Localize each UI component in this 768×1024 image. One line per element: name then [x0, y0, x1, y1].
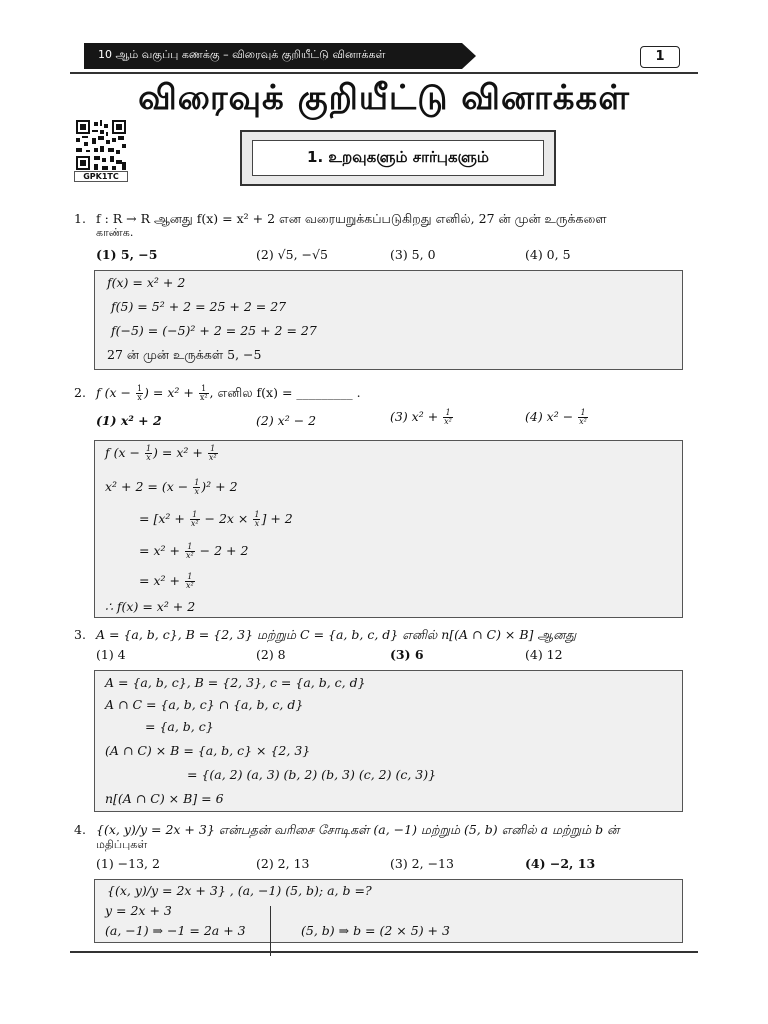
question-1-text-cont: காண்க. — [96, 226, 134, 239]
question-2: 2. f (x − $\frac{1}{x}$ ) = x² + $\frac{1}{\text{x²}}$ , எனில f(x) = _________ . — [74, 384, 361, 402]
q2-solution-line: = x² + $\frac{1}{\text{x²}}$ — [139, 572, 194, 590]
q3-option-2: (2) 8 — [256, 647, 286, 662]
question-4-text: {(x, y)/y = 2x + 3} என்பதன் வரிசை சோடிகள் (a, −1) மற்றும் (5, b) எனில் a மற்றும் b ன் — [96, 822, 620, 837]
q2-solution-box — [94, 440, 683, 618]
q4-solution-line: (a, −1) ⇒ −1 = 2a + 3 — [105, 923, 246, 938]
q4-option-4: (4) −2, 13 — [525, 856, 596, 871]
q1-solution-line: 27 ன் முன் உருக்கள் 5, −5 — [107, 347, 262, 362]
q1-solution-line: f(−5) = (−5)² + 2 = 25 + 2 = 27 — [111, 323, 317, 338]
q1-option-4: (4) 0, 5 — [525, 247, 571, 262]
question-1: 1. f : R → R ஆனது f(x) = x² + 2 என வரையறுக்கப்படுகிறது எனில், 27 ன் முன் உருக்களை — [74, 211, 607, 226]
q3-solution-line: n[(A ∩ C) × B] = 6 — [105, 791, 224, 806]
q3-solution-line: A = {a, b, c}, B = {2, 3}, c = {a, b, c, d} — [105, 675, 366, 690]
q2-option-1: (1) x² + 2 — [96, 413, 162, 428]
chapter-title: 1. உறவுகளும் சார்புகளும் — [252, 140, 544, 176]
q1-option-2: (2) √5, −√5 — [256, 247, 328, 262]
chapter-box — [240, 130, 556, 186]
q2-solution-line: x² + 2 = (x − $\frac{1}{x}$ )² + 2 — [105, 478, 238, 496]
q3-option-3: (3) 6 — [390, 647, 424, 662]
q3-option-4: (4) 12 — [525, 647, 563, 662]
q3-solution-line: A ∩ C = {a, b, c} ∩ {a, b, c, d} — [105, 697, 304, 712]
question-1-text: f : R → R ஆனது f(x) = x² + 2 என வரையறுக்கப்படுகிறது எனில், 27 ன் முன் உருக்களை — [96, 211, 607, 226]
header-banner-text: 10 ஆம் வகுப்பு கணக்கு – விரைவுக் குறியீட்டு வினாக்கள் — [98, 48, 386, 61]
column-divider — [270, 906, 271, 956]
q2-solution-line: = x² + $\frac{1}{\text{x²}}$ − 2 + 2 — [139, 542, 249, 560]
page-title: விரைவுக் குறியீட்டு வினாக்கள் — [138, 78, 630, 118]
qr-code-icon — [74, 118, 128, 172]
q2-option-4: (4) x² − $\frac{1}{\text{x²}}$ — [525, 408, 587, 426]
q3-solution-line: = {(a, 2) (a, 3) (b, 2) (b, 3) (c, 2) (c, 3)} — [187, 767, 437, 782]
header-banner — [84, 43, 476, 69]
qr-code-label: GPK1TC — [74, 171, 128, 182]
q3-solution-line: (A ∩ C) × B = {a, b, c} × {2, 3} — [105, 743, 311, 758]
q3-solution-box — [94, 670, 683, 812]
q1-solution-box — [94, 270, 683, 370]
question-4: 4. {(x, y)/y = 2x + 3} என்பதன் வரிசை சோடிகள் (a, −1) மற்றும் (5, b) எனில் a மற்றும் b ன் — [74, 822, 620, 837]
q3-solution-line: = {a, b, c} — [145, 719, 214, 734]
q3-option-1: (1) 4 — [96, 647, 126, 662]
q4-option-2: (2) 2, 13 — [256, 856, 310, 871]
q2-solution-line: f (x − $\frac{1}{x}$ ) = x² + $\frac{1}{\text{x²}}$ — [105, 444, 217, 462]
q1-option-3: (3) 5, 0 — [390, 247, 436, 262]
q4-solution-box — [94, 879, 683, 943]
q2-option-3: (3) x² + $\frac{1}{\text{x²}}$ — [390, 408, 452, 426]
q2-solution-line: ∴ f(x) = x² + 2 — [105, 599, 196, 614]
q4-solution-line: {(x, y)/y = 2x + 3} , (a, −1) (5, b); a, b =? — [107, 883, 372, 898]
q4-option-3: (3) 2, −13 — [390, 856, 454, 871]
question-4-text-cont: மதிப்புகள் — [96, 838, 148, 851]
page-number: 1 — [640, 46, 680, 68]
header-rule — [70, 72, 698, 74]
q1-solution-line: f(x) = x² + 2 — [107, 275, 186, 290]
question-3: 3. A = {a, b, c}, B = {2, 3} மற்றும் C = {a, b, c, d} எனில் n[(A ∩ C) × B] ஆனது — [74, 627, 577, 642]
footer-rule — [70, 951, 698, 953]
q4-solution-line: y = 2x + 3 — [105, 903, 172, 918]
q4-option-1: (1) −13, 2 — [96, 856, 160, 871]
q2-option-2: (2) x² − 2 — [256, 413, 317, 428]
q1-option-1: (1) 5, −5 — [96, 247, 158, 262]
q1-solution-line: f(5) = 5² + 2 = 25 + 2 = 27 — [111, 299, 287, 314]
q4-solution-line: (5, b) ⇒ b = (2 × 5) + 3 — [301, 923, 450, 938]
question-3-text: A = {a, b, c}, B = {2, 3} மற்றும் C = {a, b, c, d} எனில் n[(A ∩ C) × B] ஆனது — [96, 627, 577, 642]
q2-solution-line: = [x² + $\frac{1}{\text{x²}}$ − 2x × $\frac{1}{x}$ ] + 2 — [139, 510, 293, 528]
